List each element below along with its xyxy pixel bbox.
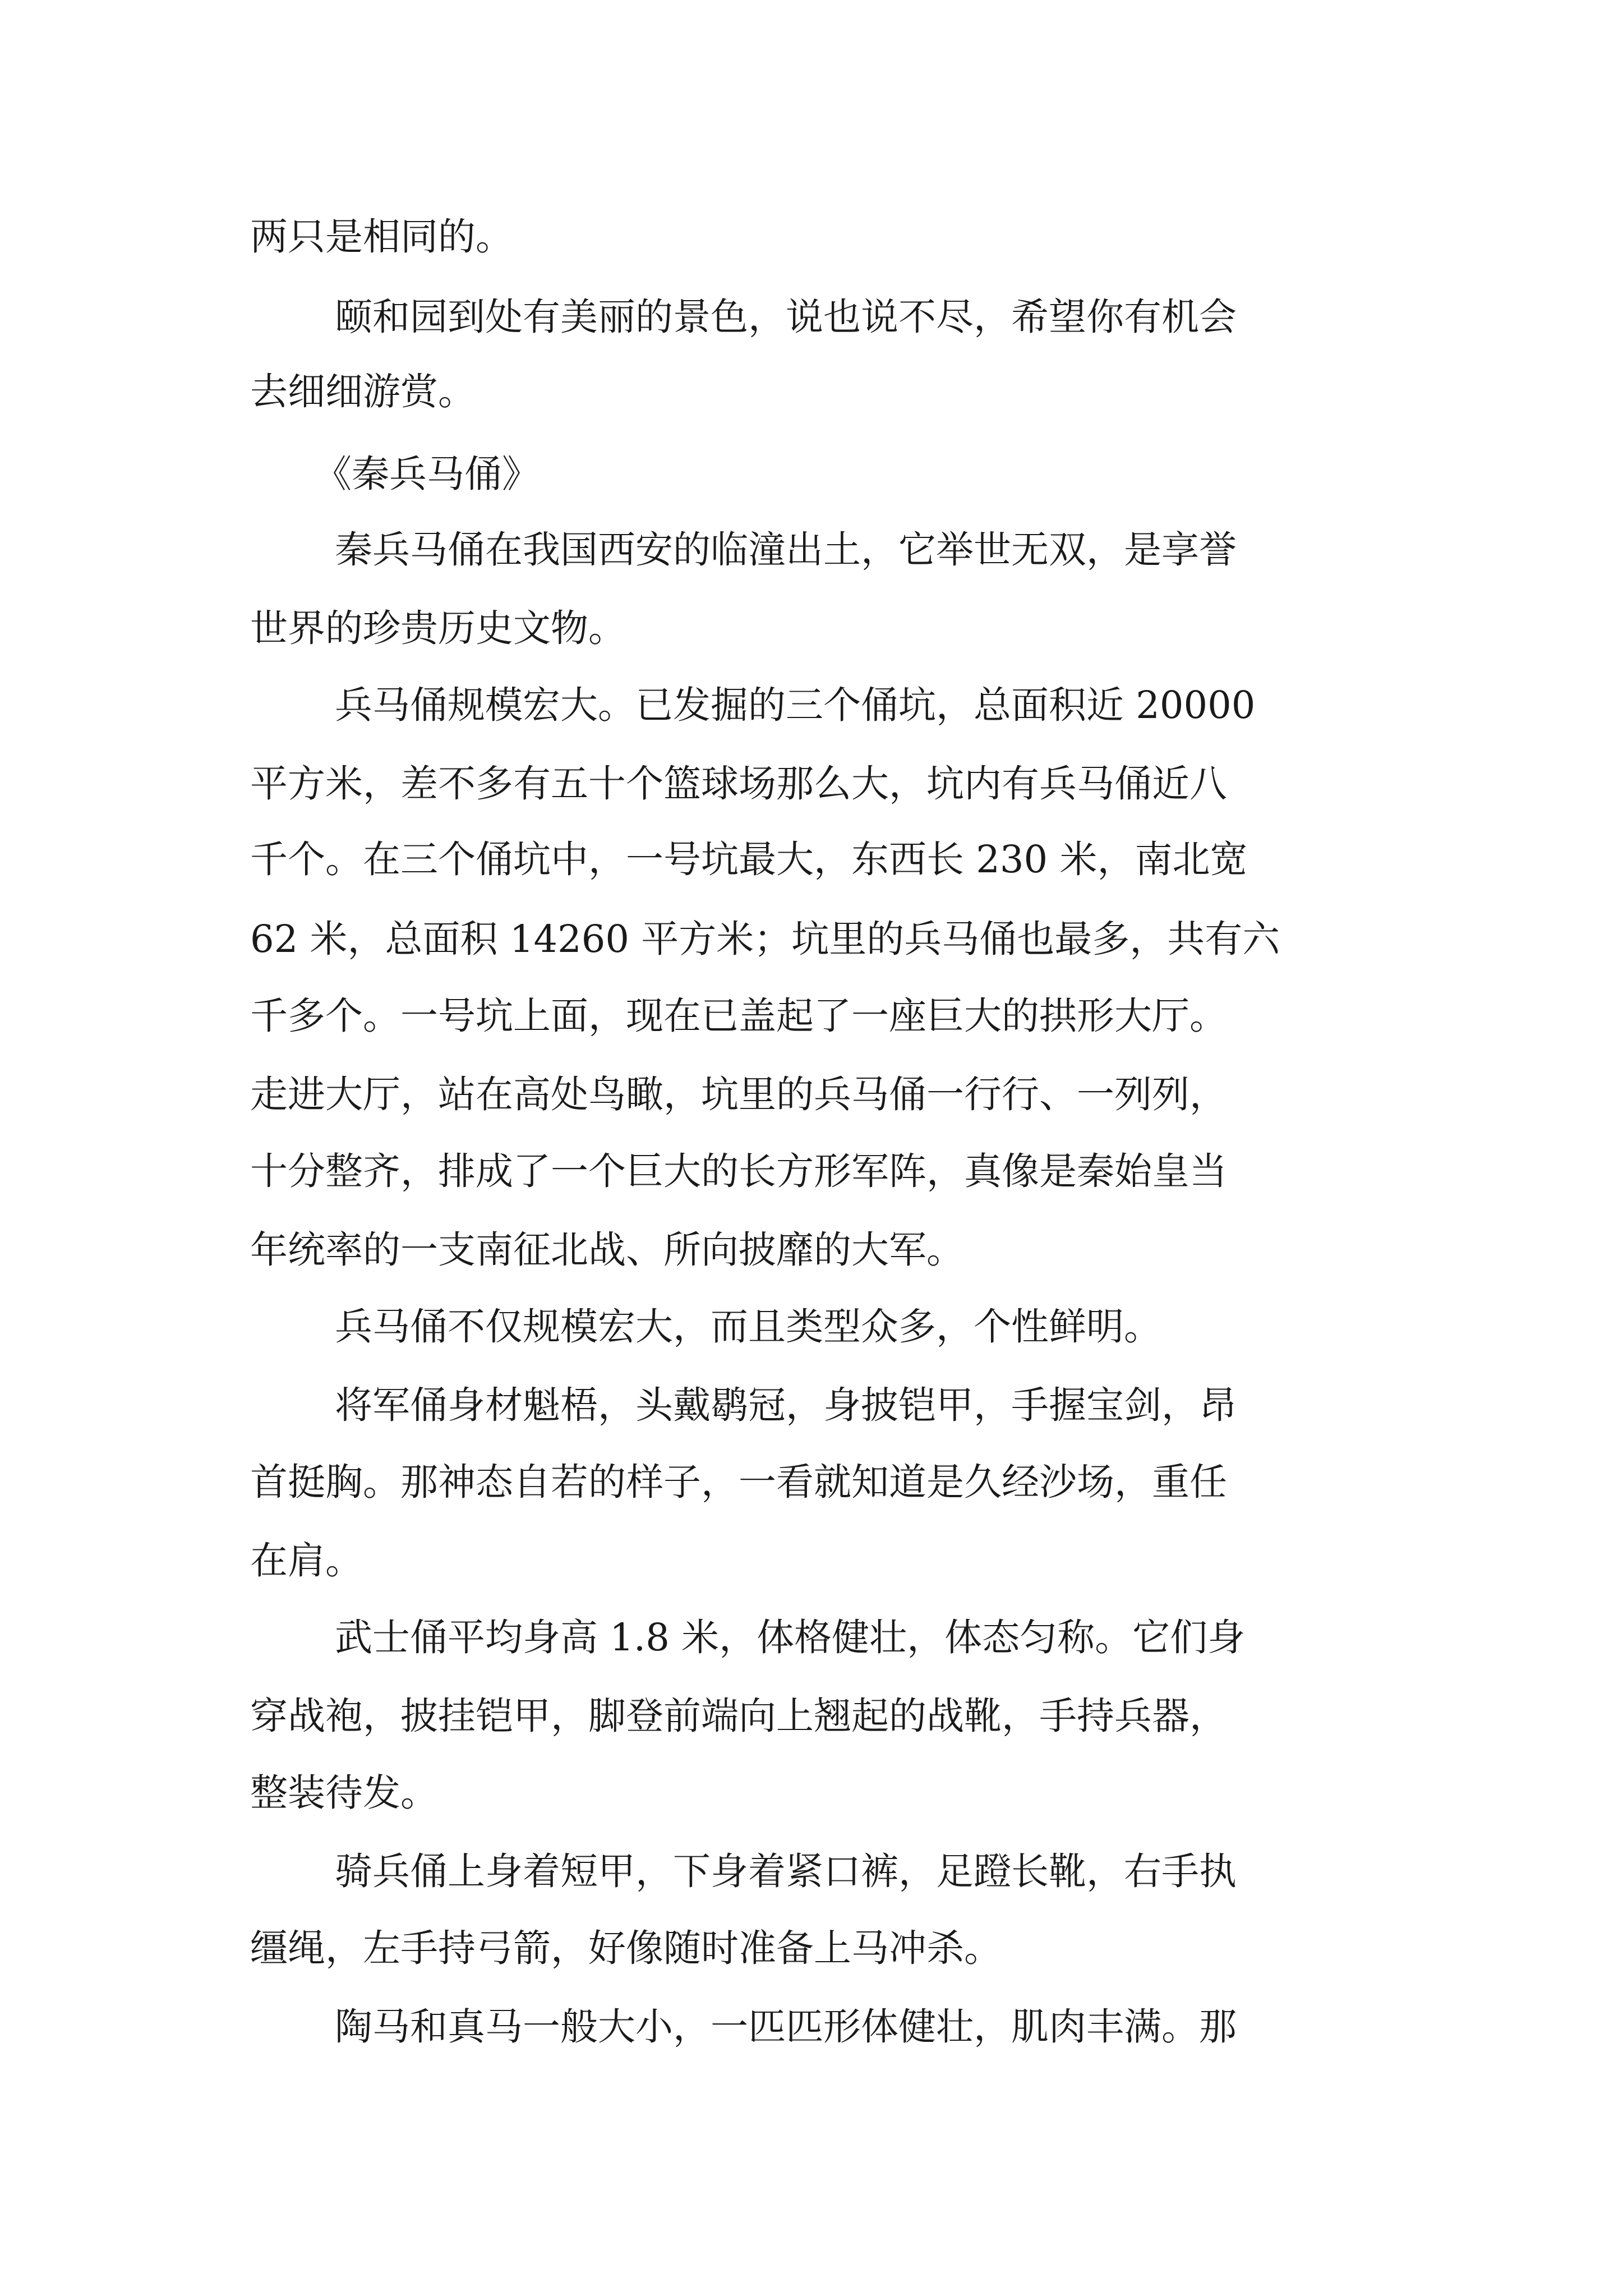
paragraph-first-line: 颐和园到处有美丽的景色，说也说不尽，希望你有机会 [335, 295, 1237, 339]
text-line: 两只是相同的。 [250, 215, 513, 259]
paragraph-first-line: 武士俑平均身高 1.8 米，体格健壮，体态匀称。它们身 [335, 1616, 1246, 1659]
text-line: 整装待发。 [250, 1771, 438, 1815]
text-line: 平方米，差不多有五十个篮球场那么大，坑内有兵马俑近八 [250, 762, 1227, 806]
text-line: 年统率的一支南征北战、所向披靡的大军。 [250, 1228, 964, 1272]
paragraph-first-line: 陶马和真马一般大小，一匹匹形体健壮，肌肉丰满。那 [335, 2005, 1237, 2049]
text-line: 62 米，总面积 14260 平方米；坑里的兵马俑也最多，共有六 [250, 917, 1280, 961]
text-line: 世界的珍贵历史文物。 [250, 606, 626, 650]
text-line: 穿战袍，披挂铠甲，脚登前端向上翘起的战靴，手持兵器， [250, 1694, 1227, 1738]
paragraph-first-line: 将军俑身材魁梧，头戴鹖冠，身披铠甲，手握宝剑，昂 [335, 1383, 1237, 1427]
text-line: 千多个。一号坑上面，现在已盖起了一座巨大的拱形大厅。 [250, 994, 1227, 1038]
text-line: 在肩。 [250, 1539, 363, 1582]
section-title: 《秦兵马俑》 [314, 452, 540, 496]
paragraph-first-line: 秦兵马俑在我国西安的临潼出土，它举世无双，是享誉 [335, 528, 1237, 572]
paragraph-first-line: 兵马俑规模宏大。已发掘的三个俑坑，总面积近 20000 [335, 683, 1256, 727]
text-line: 去细细游赏。 [250, 370, 476, 413]
paragraph-first-line: 兵马俑不仅规模宏大，而且类型众多，个性鲜明。 [335, 1305, 1161, 1349]
text-line: 缰绳，左手持弓箭，好像随时准备上马冲杀。 [250, 1926, 1002, 1970]
text-line: 十分整齐，排成了一个巨大的长方形军阵，真像是秦始皇当 [250, 1149, 1227, 1193]
text-line: 走进大厅，站在高处鸟瞰，坑里的兵马俑一行行、一列列， [250, 1073, 1227, 1116]
paragraph-first-line: 骑兵俑上身着短甲，下身着紧口裤，足蹬长靴，右手执 [335, 1849, 1237, 1893]
text-line: 千个。在三个俑坑中，一号坑最大，东西长 230 米，南北宽 [250, 838, 1248, 881]
text-line: 首挺胸。那神态自若的样子，一看就知道是久经沙场，重任 [250, 1460, 1227, 1504]
